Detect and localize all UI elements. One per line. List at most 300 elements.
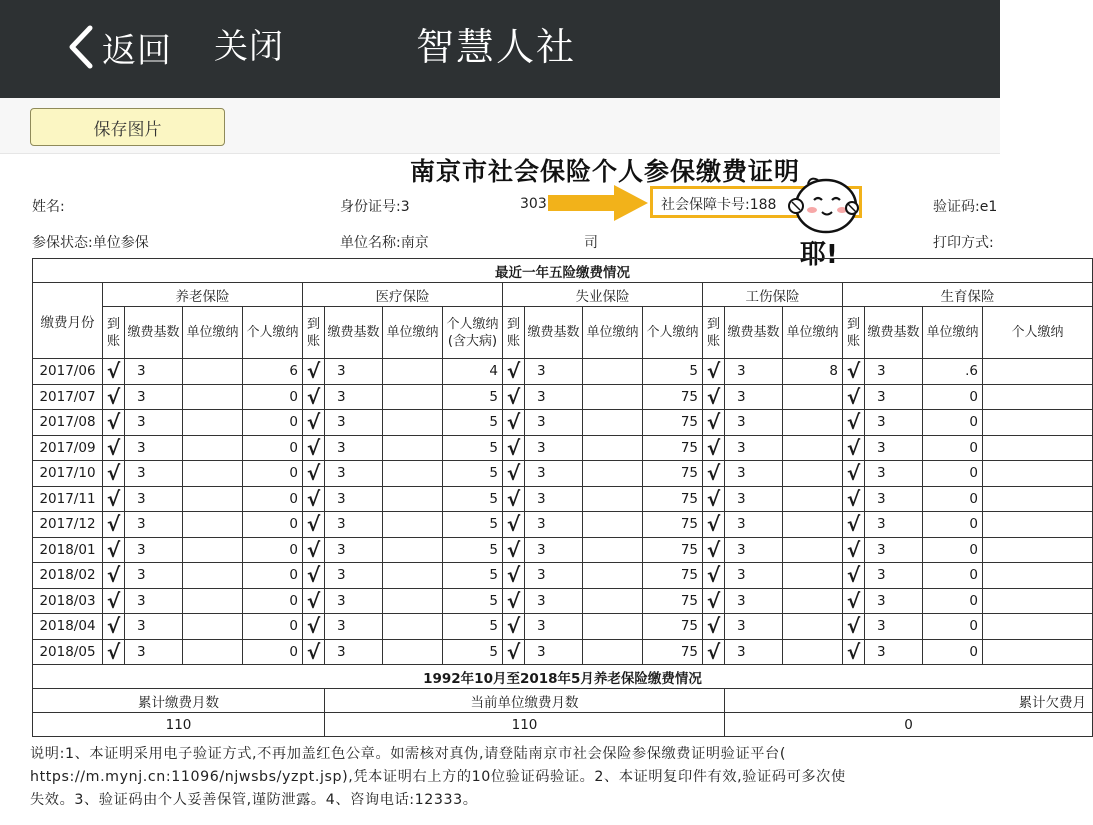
pension-base-cell: 3 bbox=[125, 435, 183, 461]
table-row bbox=[33, 435, 1093, 461]
page-title: 智慧人社 bbox=[416, 25, 577, 69]
maternity-personal-cell bbox=[983, 614, 1093, 640]
paid-check-icon: √ bbox=[103, 486, 125, 512]
id-partial: 303 bbox=[520, 196, 547, 212]
month-cell: 2017/08 bbox=[33, 410, 103, 436]
medical-base-cell: 3 bbox=[325, 537, 383, 563]
month-cell: 2017/07 bbox=[33, 384, 103, 410]
paid-check-icon: √ bbox=[703, 537, 725, 563]
pension-personal-cell: 6 bbox=[243, 359, 303, 385]
table-row bbox=[33, 359, 1093, 385]
col-personal: 个人缴纳 bbox=[983, 307, 1093, 359]
pension-unit-cell bbox=[183, 435, 243, 461]
medical-unit-cell bbox=[383, 639, 443, 665]
paid-check-icon: √ bbox=[703, 486, 725, 512]
medical-personal-cell: 5 bbox=[443, 384, 503, 410]
pension-personal-cell: 0 bbox=[243, 588, 303, 614]
medical-personal-cell: 5 bbox=[443, 435, 503, 461]
medical-base-cell: 3 bbox=[325, 588, 383, 614]
pension-personal-cell: 0 bbox=[243, 639, 303, 665]
paid-check-icon: √ bbox=[103, 537, 125, 563]
col-paid: 到账 bbox=[503, 307, 525, 359]
medical-base-cell: 3 bbox=[325, 486, 383, 512]
paid-check-icon: √ bbox=[843, 639, 865, 665]
pension-personal-cell: 0 bbox=[243, 384, 303, 410]
pension-unit-cell bbox=[183, 614, 243, 640]
medical-base-cell: 3 bbox=[325, 461, 383, 487]
pension-base-cell: 3 bbox=[125, 461, 183, 487]
injury-base-cell: 3 bbox=[725, 614, 783, 640]
table-row bbox=[33, 461, 1093, 487]
paid-check-icon: √ bbox=[703, 563, 725, 589]
paid-check-icon: √ bbox=[103, 435, 125, 461]
pension-base-cell: 3 bbox=[125, 537, 183, 563]
col-unit: 单位缴纳 bbox=[383, 307, 443, 359]
paid-check-icon: √ bbox=[503, 461, 525, 487]
unemployment-personal-cell: 75 bbox=[643, 435, 703, 461]
unemployment-unit-cell bbox=[583, 384, 643, 410]
unemployment-base-cell: 3 bbox=[525, 384, 583, 410]
medical-unit-cell bbox=[383, 588, 443, 614]
maternity-personal-cell bbox=[983, 563, 1093, 589]
pension-header: 养老保险 bbox=[103, 283, 303, 307]
month-header: 缴费月份 bbox=[33, 283, 103, 359]
paid-check-icon: √ bbox=[503, 435, 525, 461]
table-row bbox=[33, 410, 1093, 436]
paid-check-icon: √ bbox=[303, 435, 325, 461]
notes bbox=[30, 743, 1000, 812]
social-card-label: 社会保障卡号:188 bbox=[661, 197, 777, 213]
pension-unit-cell bbox=[183, 461, 243, 487]
paid-check-icon: √ bbox=[303, 512, 325, 538]
medical-unit-cell bbox=[383, 359, 443, 385]
col-paid: 到账 bbox=[103, 307, 125, 359]
col-paid: 到账 bbox=[303, 307, 325, 359]
medical-base-cell: 3 bbox=[325, 639, 383, 665]
paid-check-icon: √ bbox=[303, 384, 325, 410]
maternity-unit-cell: .6 bbox=[923, 359, 983, 385]
pension-base-cell: 3 bbox=[125, 359, 183, 385]
pension-unit-cell bbox=[183, 486, 243, 512]
note-line: 失效。3、验证码由个人妥善保管,谨防泄露。4、咨询电话:12333。 bbox=[30, 792, 478, 808]
medical-unit-cell bbox=[383, 435, 443, 461]
pension-personal-cell: 0 bbox=[243, 537, 303, 563]
medical-unit-cell bbox=[383, 512, 443, 538]
pension-personal-cell: 0 bbox=[243, 614, 303, 640]
maternity-base-cell: 3 bbox=[865, 537, 923, 563]
pension-base-cell: 3 bbox=[125, 410, 183, 436]
injury-base-cell: 3 bbox=[725, 537, 783, 563]
paid-check-icon: √ bbox=[703, 461, 725, 487]
injury-unit-cell bbox=[783, 537, 843, 563]
paid-check-icon: √ bbox=[103, 512, 125, 538]
table-row bbox=[33, 384, 1093, 410]
paid-check-icon: √ bbox=[103, 461, 125, 487]
unemployment-base-cell: 3 bbox=[525, 435, 583, 461]
chevron-left-icon bbox=[64, 22, 98, 72]
paid-check-icon: √ bbox=[303, 486, 325, 512]
month-cell: 2018/05 bbox=[33, 639, 103, 665]
unemployment-base-cell: 3 bbox=[525, 410, 583, 436]
maternity-base-cell: 3 bbox=[865, 614, 923, 640]
paid-check-icon: √ bbox=[843, 588, 865, 614]
maternity-unit-cell: 0 bbox=[923, 563, 983, 589]
maternity-personal-cell bbox=[983, 512, 1093, 538]
paid-check-icon: √ bbox=[503, 614, 525, 640]
pension-base-cell: 3 bbox=[125, 588, 183, 614]
injury-base-cell: 3 bbox=[725, 563, 783, 589]
unemployment-personal-cell: 75 bbox=[643, 410, 703, 436]
unemployment-personal-cell: 75 bbox=[643, 537, 703, 563]
unemployment-unit-cell bbox=[583, 410, 643, 436]
unemployment-base-cell: 3 bbox=[525, 639, 583, 665]
month-cell: 2017/06 bbox=[33, 359, 103, 385]
injury-unit-cell bbox=[783, 461, 843, 487]
medical-unit-cell bbox=[383, 384, 443, 410]
pension-personal-cell: 0 bbox=[243, 563, 303, 589]
save-image-button[interactable]: 保存图片 bbox=[30, 108, 225, 146]
note-line: https://m.mynj.cn:11096/njwsbs/yzpt.jsp),凭本证明右上方的10位验证码验证。2、本证明复印件有效,验证码可多次使 bbox=[30, 769, 846, 785]
injury-header: 工伤保险 bbox=[703, 283, 843, 307]
unemployment-base-cell: 3 bbox=[525, 359, 583, 385]
unemployment-base-cell: 3 bbox=[525, 486, 583, 512]
unemployment-unit-cell bbox=[583, 359, 643, 385]
maternity-unit-cell: 0 bbox=[923, 461, 983, 487]
paid-check-icon: √ bbox=[303, 410, 325, 436]
pension-unit-cell bbox=[183, 512, 243, 538]
pension-base-cell: 3 bbox=[125, 563, 183, 589]
paid-check-icon: √ bbox=[843, 512, 865, 538]
maternity-personal-cell bbox=[983, 486, 1093, 512]
pension-personal-cell: 0 bbox=[243, 461, 303, 487]
col-unit: 单位缴纳 bbox=[923, 307, 983, 359]
injury-unit-cell bbox=[783, 512, 843, 538]
medical-base-cell: 3 bbox=[325, 563, 383, 589]
pension-unit-cell bbox=[183, 359, 243, 385]
maternity-base-cell: 3 bbox=[865, 461, 923, 487]
col-paid: 到账 bbox=[843, 307, 865, 359]
maternity-base-cell: 3 bbox=[865, 359, 923, 385]
medical-base-cell: 3 bbox=[325, 384, 383, 410]
medical-personal-cell: 5 bbox=[443, 410, 503, 436]
pension-base-cell: 3 bbox=[125, 512, 183, 538]
col-paid: 到账 bbox=[703, 307, 725, 359]
unemployment-personal-cell: 75 bbox=[643, 639, 703, 665]
month-cell: 2017/10 bbox=[33, 461, 103, 487]
table-row bbox=[33, 588, 1093, 614]
injury-base-cell: 3 bbox=[725, 639, 783, 665]
col-personal: 个人缴纳 bbox=[243, 307, 303, 359]
maternity-personal-cell bbox=[983, 588, 1093, 614]
unemployment-personal-cell: 75 bbox=[643, 563, 703, 589]
arrow-right-icon bbox=[548, 185, 648, 221]
maternity-unit-cell: 0 bbox=[923, 614, 983, 640]
paid-check-icon: √ bbox=[103, 359, 125, 385]
unemployment-unit-cell bbox=[583, 563, 643, 589]
medical-personal-cell: 5 bbox=[443, 537, 503, 563]
unemployment-unit-cell bbox=[583, 512, 643, 538]
injury-unit-cell bbox=[783, 384, 843, 410]
maternity-unit-cell: 0 bbox=[923, 588, 983, 614]
paid-check-icon: √ bbox=[703, 639, 725, 665]
paid-check-icon: √ bbox=[843, 486, 865, 512]
col-base: 缴费基数 bbox=[125, 307, 183, 359]
unemployment-unit-cell bbox=[583, 461, 643, 487]
injury-unit-cell bbox=[783, 588, 843, 614]
medical-base-cell: 3 bbox=[325, 435, 383, 461]
month-cell: 2018/04 bbox=[33, 614, 103, 640]
pension-base-cell: 3 bbox=[125, 614, 183, 640]
summary-value-total-months: 110 bbox=[33, 713, 325, 737]
paid-check-icon: √ bbox=[843, 359, 865, 385]
paid-check-icon: √ bbox=[103, 384, 125, 410]
medical-base-cell: 3 bbox=[325, 614, 383, 640]
medical-unit-cell bbox=[383, 537, 443, 563]
unemployment-unit-cell bbox=[583, 639, 643, 665]
paid-check-icon: √ bbox=[303, 614, 325, 640]
summary-header-total-months: 累计缴费月数 bbox=[33, 689, 325, 713]
paid-check-icon: √ bbox=[103, 639, 125, 665]
maternity-unit-cell: 0 bbox=[923, 410, 983, 436]
month-cell: 2017/09 bbox=[33, 435, 103, 461]
col-base: 缴费基数 bbox=[525, 307, 583, 359]
back-button[interactable] bbox=[64, 22, 172, 72]
injury-base-cell: 3 bbox=[725, 461, 783, 487]
col-base: 缴费基数 bbox=[725, 307, 783, 359]
medical-unit-cell bbox=[383, 486, 443, 512]
paid-check-icon: √ bbox=[303, 563, 325, 589]
medical-personal-cell: 5 bbox=[443, 563, 503, 589]
maternity-unit-cell: 0 bbox=[923, 537, 983, 563]
paid-check-icon: √ bbox=[503, 359, 525, 385]
table-row bbox=[33, 512, 1093, 538]
pension-unit-cell bbox=[183, 410, 243, 436]
injury-base-cell: 3 bbox=[725, 588, 783, 614]
verify-code-label: 验证码:e1 bbox=[933, 199, 998, 215]
summary-value-current-unit-months: 110 bbox=[325, 713, 725, 737]
unemployment-unit-cell bbox=[583, 486, 643, 512]
unemployment-base-cell: 3 bbox=[525, 461, 583, 487]
pension-unit-cell bbox=[183, 384, 243, 410]
maternity-base-cell: 3 bbox=[865, 588, 923, 614]
maternity-unit-cell: 0 bbox=[923, 486, 983, 512]
paid-check-icon: √ bbox=[703, 614, 725, 640]
unemployment-base-cell: 3 bbox=[525, 537, 583, 563]
paid-check-icon: √ bbox=[703, 384, 725, 410]
name-label: 姓名: bbox=[32, 199, 65, 215]
maternity-personal-cell bbox=[983, 461, 1093, 487]
paid-check-icon: √ bbox=[843, 384, 865, 410]
close-button[interactable]: 关闭 bbox=[214, 27, 284, 67]
injury-base-cell: 3 bbox=[725, 486, 783, 512]
paid-check-icon: √ bbox=[303, 537, 325, 563]
maternity-base-cell: 3 bbox=[865, 435, 923, 461]
unemployment-personal-cell: 75 bbox=[643, 588, 703, 614]
month-cell: 2017/11 bbox=[33, 486, 103, 512]
table-row bbox=[33, 614, 1093, 640]
pension-personal-cell: 0 bbox=[243, 435, 303, 461]
paid-check-icon: √ bbox=[843, 614, 865, 640]
section-title: 最近一年五险缴费情况 bbox=[33, 259, 1093, 283]
medical-personal-cell: 5 bbox=[443, 588, 503, 614]
medical-personal-cell: 5 bbox=[443, 486, 503, 512]
injury-unit-cell: 8 bbox=[783, 359, 843, 385]
injury-unit-cell bbox=[783, 435, 843, 461]
injury-unit-cell bbox=[783, 486, 843, 512]
top-nav-bar bbox=[0, 0, 1000, 98]
maternity-personal-cell bbox=[983, 410, 1093, 436]
paid-check-icon: √ bbox=[503, 512, 525, 538]
paid-check-icon: √ bbox=[703, 588, 725, 614]
pension-unit-cell bbox=[183, 588, 243, 614]
medical-unit-cell bbox=[383, 614, 443, 640]
unemployment-unit-cell bbox=[583, 435, 643, 461]
maternity-unit-cell: 0 bbox=[923, 435, 983, 461]
table-row bbox=[33, 486, 1093, 512]
paid-check-icon: √ bbox=[843, 461, 865, 487]
maternity-personal-cell bbox=[983, 435, 1093, 461]
injury-base-cell: 3 bbox=[725, 512, 783, 538]
summary-title: 1992年10月至2018年5月养老保险缴费情况 bbox=[33, 665, 1093, 689]
unemployment-base-cell: 3 bbox=[525, 614, 583, 640]
medical-unit-cell bbox=[383, 461, 443, 487]
pension-unit-cell bbox=[183, 639, 243, 665]
paid-check-icon: √ bbox=[103, 410, 125, 436]
injury-base-cell: 3 bbox=[725, 435, 783, 461]
paid-check-icon: √ bbox=[503, 537, 525, 563]
id-label: 身份证号:3 bbox=[340, 199, 410, 215]
unemployment-header: 失业保险 bbox=[503, 283, 703, 307]
medical-unit-cell bbox=[383, 563, 443, 589]
contribution-table bbox=[32, 258, 1087, 743]
paid-check-icon: √ bbox=[303, 639, 325, 665]
col-personal: 个人缴纳 bbox=[643, 307, 703, 359]
medical-base-cell: 3 bbox=[325, 512, 383, 538]
table-row bbox=[33, 639, 1093, 665]
pension-personal-cell: 0 bbox=[243, 486, 303, 512]
unit-label: 单位名称:南京 bbox=[340, 235, 429, 251]
summary-header-arrears: 累计欠费月 bbox=[725, 689, 1093, 713]
sticker-caption: 耶! bbox=[800, 240, 838, 270]
medical-personal-cell: 5 bbox=[443, 512, 503, 538]
paid-check-icon: √ bbox=[843, 435, 865, 461]
unemployment-personal-cell: 5 bbox=[643, 359, 703, 385]
pension-unit-cell bbox=[183, 563, 243, 589]
maternity-base-cell: 3 bbox=[865, 563, 923, 589]
paid-check-icon: √ bbox=[503, 588, 525, 614]
maternity-unit-cell: 0 bbox=[923, 512, 983, 538]
injury-base-cell: 3 bbox=[725, 359, 783, 385]
status-label: 参保状态:单位参保 bbox=[32, 235, 149, 251]
col-base: 缴费基数 bbox=[865, 307, 923, 359]
unit-suffix: 司 bbox=[584, 235, 598, 251]
col-unit: 单位缴纳 bbox=[783, 307, 843, 359]
pension-base-cell: 3 bbox=[125, 486, 183, 512]
medical-base-cell: 3 bbox=[325, 410, 383, 436]
table-row bbox=[33, 537, 1093, 563]
paid-check-icon: √ bbox=[303, 588, 325, 614]
maternity-unit-cell: 0 bbox=[923, 639, 983, 665]
paid-check-icon: √ bbox=[503, 486, 525, 512]
unemployment-personal-cell: 75 bbox=[643, 614, 703, 640]
summary-value-arrears: 0 bbox=[725, 713, 1093, 737]
maternity-base-cell: 3 bbox=[865, 639, 923, 665]
medical-personal-cell: 5 bbox=[443, 461, 503, 487]
paid-check-icon: √ bbox=[503, 384, 525, 410]
unemployment-personal-cell: 75 bbox=[643, 461, 703, 487]
paid-check-icon: √ bbox=[703, 410, 725, 436]
paid-check-icon: √ bbox=[503, 410, 525, 436]
paid-check-icon: √ bbox=[503, 639, 525, 665]
maternity-header: 生育保险 bbox=[843, 283, 1093, 307]
unemployment-personal-cell: 75 bbox=[643, 384, 703, 410]
injury-base-cell: 3 bbox=[725, 384, 783, 410]
col-base: 缴费基数 bbox=[325, 307, 383, 359]
medical-personal-cell: 4 bbox=[443, 359, 503, 385]
injury-unit-cell bbox=[783, 410, 843, 436]
maternity-personal-cell bbox=[983, 639, 1093, 665]
paid-check-icon: √ bbox=[303, 359, 325, 385]
document-title: 南京市社会保险个人参保缴费证明 bbox=[410, 157, 801, 186]
maternity-base-cell: 3 bbox=[865, 486, 923, 512]
paid-check-icon: √ bbox=[843, 410, 865, 436]
medical-personal-cell: 5 bbox=[443, 614, 503, 640]
maternity-unit-cell: 0 bbox=[923, 384, 983, 410]
unemployment-base-cell: 3 bbox=[525, 588, 583, 614]
unemployment-unit-cell bbox=[583, 537, 643, 563]
print-mode-label: 打印方式: bbox=[933, 235, 994, 251]
unemployment-base-cell: 3 bbox=[525, 563, 583, 589]
medical-personal-cell: 5 bbox=[443, 639, 503, 665]
medical-base-cell: 3 bbox=[325, 359, 383, 385]
paid-check-icon: √ bbox=[843, 537, 865, 563]
emoji-sticker-icon bbox=[786, 172, 860, 234]
unemployment-personal-cell: 75 bbox=[643, 486, 703, 512]
paid-check-icon: √ bbox=[703, 359, 725, 385]
injury-unit-cell bbox=[783, 563, 843, 589]
table-body bbox=[33, 359, 1093, 665]
pension-personal-cell: 0 bbox=[243, 512, 303, 538]
injury-unit-cell bbox=[783, 639, 843, 665]
medical-header: 医疗保险 bbox=[303, 283, 503, 307]
paid-check-icon: √ bbox=[103, 614, 125, 640]
month-cell: 2017/12 bbox=[33, 512, 103, 538]
paid-check-icon: √ bbox=[103, 588, 125, 614]
col-unit: 单位缴纳 bbox=[583, 307, 643, 359]
month-cell: 2018/03 bbox=[33, 588, 103, 614]
summary-header-current-unit-months: 当前单位缴费月数 bbox=[325, 689, 725, 713]
paid-check-icon: √ bbox=[703, 435, 725, 461]
pension-unit-cell bbox=[183, 537, 243, 563]
unemployment-personal-cell: 75 bbox=[643, 512, 703, 538]
pension-base-cell: 3 bbox=[125, 639, 183, 665]
maternity-base-cell: 3 bbox=[865, 512, 923, 538]
maternity-personal-cell bbox=[983, 359, 1093, 385]
paid-check-icon: √ bbox=[103, 563, 125, 589]
paid-check-icon: √ bbox=[843, 563, 865, 589]
month-cell: 2018/01 bbox=[33, 537, 103, 563]
month-cell: 2018/02 bbox=[33, 563, 103, 589]
injury-base-cell: 3 bbox=[725, 410, 783, 436]
maternity-base-cell: 3 bbox=[865, 410, 923, 436]
injury-unit-cell bbox=[783, 614, 843, 640]
pension-personal-cell: 0 bbox=[243, 410, 303, 436]
note-line: 说明:1、本证明采用电子验证方式,不再加盖红色公章。如需核对真伪,请登陆南京市社会保险参保缴费证明验证平台( bbox=[30, 746, 786, 762]
paid-check-icon: √ bbox=[303, 461, 325, 487]
unemployment-unit-cell bbox=[583, 588, 643, 614]
col-personal-med: 个人缴纳(含大病) bbox=[443, 307, 503, 359]
paid-check-icon: √ bbox=[503, 563, 525, 589]
